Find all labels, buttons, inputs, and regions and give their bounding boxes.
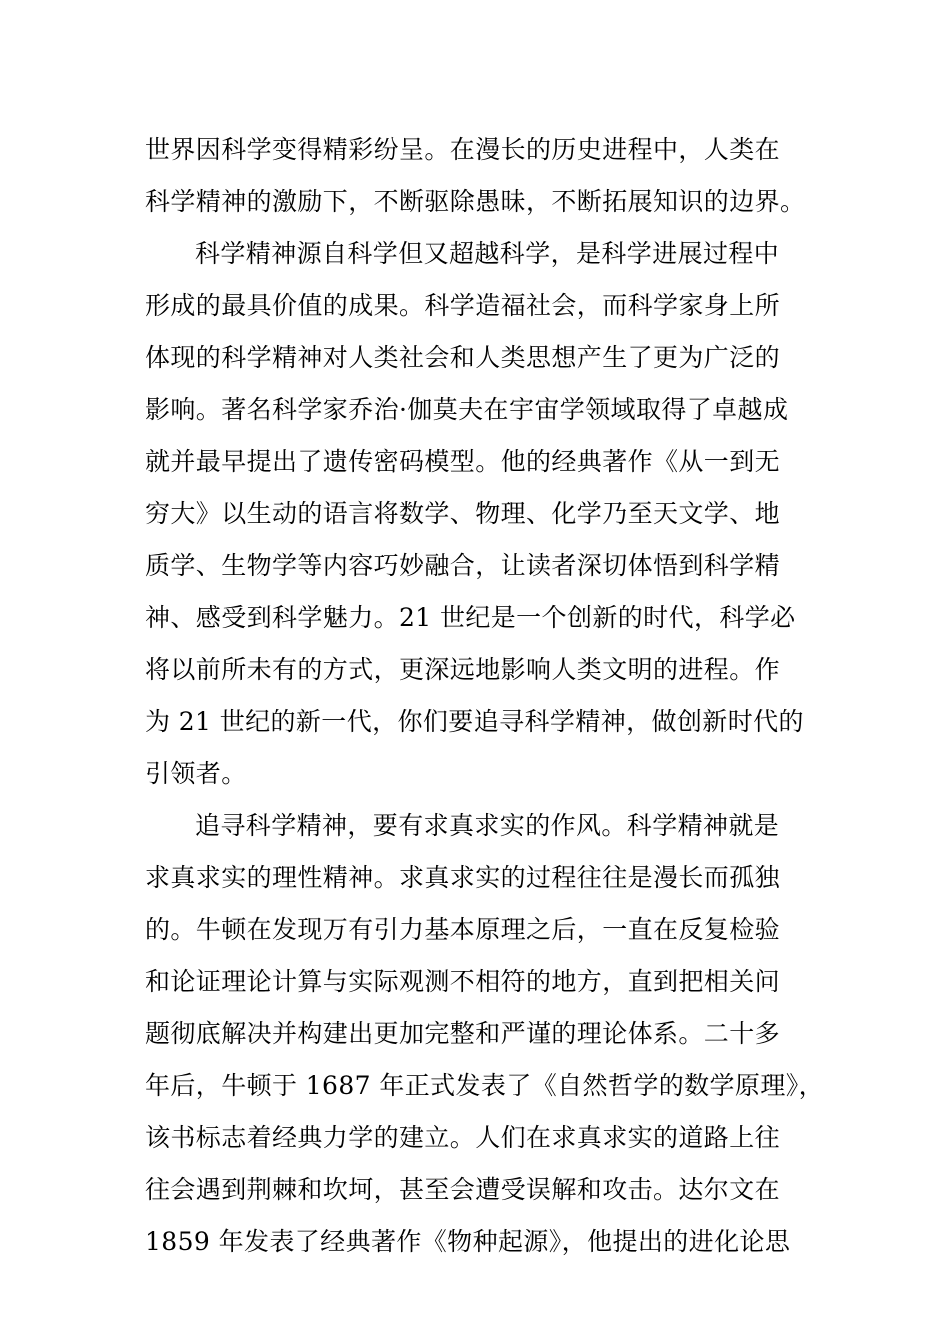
text-line: 该书标志着经典力学的建立。人们在求真求实的道路上往 bbox=[145, 1123, 781, 1152]
text-line: 题彻底解决并构建出更加完整和严谨的理论体系。二十多 bbox=[145, 1019, 781, 1048]
text-line: 求真求实的理性精神。求真求实的过程往往是漫长而孤独 bbox=[145, 863, 781, 892]
text-line: 的。牛顿在发现万有引力基本原理之后，一直在反复检验 bbox=[145, 915, 781, 944]
text-line: 为 21 世纪的新一代，你们要追寻科学精神，做创新时代的 bbox=[145, 707, 804, 736]
text-line: 形成的最具价值的成果。科学造福社会，而科学家身上所 bbox=[145, 291, 781, 320]
text-line: 就并最早提出了遗传密码模型。他的经典著作《从一到无 bbox=[145, 447, 781, 476]
body-text bbox=[145, 124, 825, 1268]
text-line: 1859 年发表了经典著作《物种起源》，他提出的进化论思 bbox=[145, 1227, 791, 1256]
text-line: 引领者。 bbox=[145, 759, 247, 788]
text-line: 世界因科学变得精彩纷呈。在漫长的历史进程中，人类在 bbox=[145, 135, 781, 164]
text-line: 科学精神的激励下，不断驱除愚昧，不断拓展知识的边界。 bbox=[145, 187, 806, 216]
text-line: 影响。著名科学家乔治·伽莫夫在宇宙学领域取得了卓越成 bbox=[145, 395, 789, 424]
text-line: 神、感受到科学魅力。21 世纪是一个创新的时代，科学必 bbox=[145, 603, 796, 632]
text-line: 往会遇到荆棘和坎坷，甚至会遭受误解和攻击。达尔文在 bbox=[145, 1175, 781, 1204]
text-line: 将以前所未有的方式，更深远地影响人类文明的进程。作 bbox=[145, 655, 781, 684]
paragraph-first-line: 追寻科学精神，要有求真求实的作风。科学精神就是 bbox=[195, 811, 780, 840]
text-line: 和论证理论计算与实际观测不相符的地方，直到把相关问 bbox=[145, 967, 781, 996]
paragraph-first-line: 科学精神源自科学但又超越科学，是科学进展过程中 bbox=[195, 239, 780, 268]
text-line: 年后，牛顿于 1687 年正式发表了《自然哲学的数学原理》， bbox=[145, 1071, 825, 1100]
text-line: 穷大》以生动的语言将数学、物理、化学乃至天文学、地 bbox=[145, 499, 781, 528]
text-line: 质学、生物学等内容巧妙融合，让读者深切体悟到科学精 bbox=[145, 551, 781, 580]
text-line: 体现的科学精神对人类社会和人类思想产生了更为广泛的 bbox=[145, 343, 781, 372]
